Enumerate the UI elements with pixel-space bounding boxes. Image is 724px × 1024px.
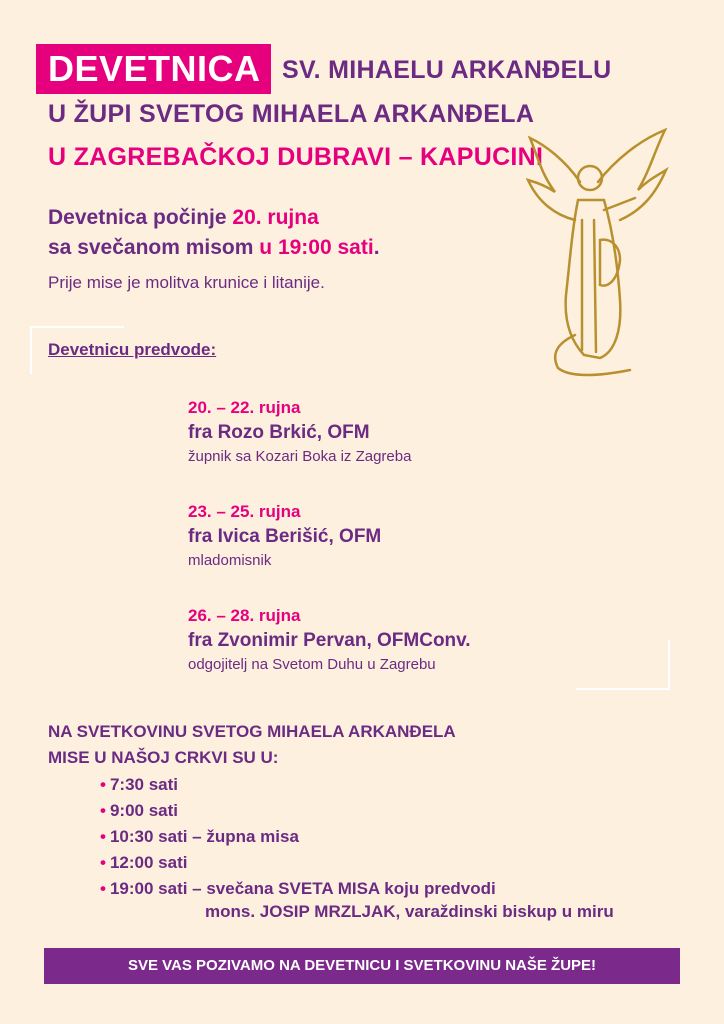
feast-heading: NA SVETKOVINU SVETOG MIHAELA ARKANĐELA (48, 722, 456, 741)
title-tag: DEVETNICA (36, 44, 271, 94)
leader-entry-1 (188, 398, 411, 465)
bullet-icon: • (100, 775, 106, 794)
intro-rosary: Prije mise je molitva krunice i litanije. (48, 273, 325, 292)
title-line-2: U ŽUPI SVETOG MIHAELA ARKANĐELA (48, 100, 535, 128)
intro-start: Devetnica počinje 20. rujna (48, 206, 319, 229)
feast-subheading: MISE U NAŠOJ CRKVI SU U: (48, 748, 279, 767)
leader-dates: 26. – 28. rujna (188, 606, 301, 625)
leaders-heading: Devetnicu predvode: (48, 340, 217, 359)
mass-celebrant: mons. JOSIP MRZLJAK, varaždinski biskup u miru (205, 902, 614, 921)
bullet-icon: • (100, 879, 106, 898)
mass-list (100, 772, 496, 902)
leader-role: odgojitelj na Svetom Duhu u Zagrebu (188, 656, 436, 673)
mass-item: • 10:30 sati – župna misa (100, 827, 299, 846)
title-line-1: SV. MIHAELU ARKANĐELU (282, 56, 612, 84)
mass-item: • 12:00 sati (100, 853, 188, 872)
archangel-michael-icon (520, 120, 670, 380)
intro-mass: sa svečanom misom u 19:00 sati. (48, 236, 380, 259)
leader-name: fra Ivica Berišić, OFM (188, 526, 382, 547)
mass-item: • 9:00 sati (100, 801, 178, 820)
decorative-bracket-bottom (576, 640, 670, 690)
leader-dates: 20. – 22. rujna (188, 398, 301, 417)
bullet-icon: • (100, 853, 106, 872)
leader-role: župnik sa Kozari Boka iz Zagreba (188, 448, 412, 465)
title-line-3: U ZAGREBAČKOJ DUBRAVI – KAPUCINI (48, 143, 544, 171)
leader-dates: 23. – 25. rujna (188, 502, 301, 521)
leader-name: fra Rozo Brkić, OFM (188, 422, 370, 443)
mass-item: • 19:00 sati – svečana SVETA MISA koju predvodi (100, 879, 496, 898)
invitation-banner: SVE VAS POZIVAMO NA DEVETNICU I SVETKOVINU NAŠE ŽUPE! (44, 948, 680, 984)
leader-entry-2 (188, 502, 381, 569)
bullet-icon: • (100, 827, 106, 846)
leader-role: mladomisnik (188, 552, 272, 569)
leader-name: fra Zvonimir Pervan, OFMConv. (188, 630, 471, 651)
bullet-icon: • (100, 801, 106, 820)
mass-item: • 7:30 sati (100, 775, 178, 794)
leader-entry-3 (188, 606, 471, 673)
